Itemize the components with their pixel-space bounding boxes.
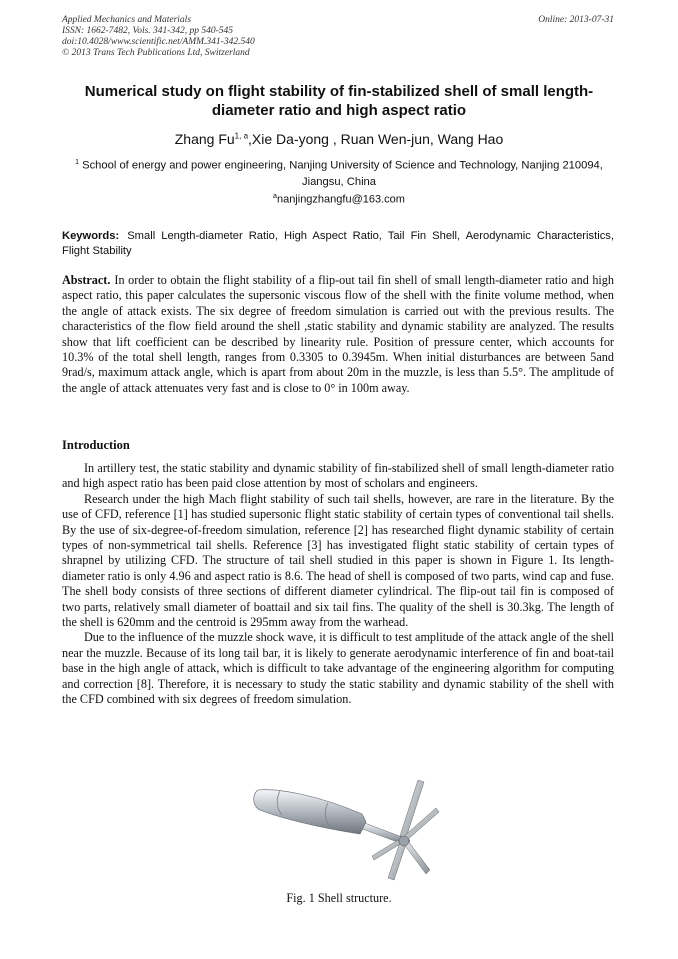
figure-caption: Fig. 1 Shell structure. bbox=[286, 891, 392, 905]
fin-lower-2 bbox=[404, 841, 430, 874]
affiliation-text: School of energy and power engineering, Nanjing University of Science and Technology, Nanjing 210094, Jiangsu, China bbox=[79, 159, 603, 188]
intro-paragraph-3: Due to the influence of the muzzle shock wave, it is difficult to test amplitude of the attack angle of the shell near the muzzle. Because of its long tail bar, it is likely to generate aerodynamic interference of fin and boat-tail base in the high angle of attack, which is difficult to take advantage of the engineering algorithm for computing and correction [8]. Therefore, it is necessary to study the static stability and dynamic stability of the shell with the CFD combined with six degrees of freedom simulation. bbox=[62, 630, 614, 707]
introduction-heading: Introduction bbox=[62, 438, 130, 452]
introduction-body bbox=[62, 461, 614, 708]
abstract-text: In order to obtain the flight stability of a flip-out tail fin shell of small length-diameter ratio and high aspect ratio, this paper calculates the supersonic viscous flow of the shell with the finite volume method, when the angle of attack exists. The six degree of freedom simulation is carried out with the previous results. The characteristics of the flow field around the shell ,static stability and dynamic stability are analyzed. The results show that lift coefficient can be described by linearity rule. Position of pressure center, which accounts for 10.3% of the total shell length, ranges from 0.3305 to 0.3945m. When initial disturbances are between 5and 9rad/s, maximum attack angle, which is apart from about 20m in the muzzle, is less than 5.5°. The amplitude of the angle of attack attenuates very fast and is close to 0° in 100m away. bbox=[62, 273, 614, 395]
abstract-block bbox=[62, 273, 614, 396]
shell-figure bbox=[250, 770, 440, 882]
copyright-line: © 2013 Trans Tech Publications Ltd, Switzerland bbox=[62, 48, 250, 58]
keywords-block bbox=[62, 229, 614, 259]
author-list bbox=[62, 131, 616, 147]
affiliation-sup: 1 bbox=[75, 159, 80, 166]
issn-line: ISSN: 1662-7482, Vols. 341-342, pp 540-545 bbox=[62, 26, 233, 36]
keywords-text: Small Length-diameter Ratio, High Aspect Ratio, Tail Fin Shell, Aerodynamic Characteristics, Flight Stability bbox=[62, 230, 614, 257]
keywords-label: Keywords: bbox=[62, 230, 120, 242]
author-email bbox=[62, 193, 616, 206]
other-authors: ,Xie Da-yong , Ruan Wen-jun, Wang Hao bbox=[248, 131, 504, 147]
affiliation bbox=[62, 155, 616, 190]
email-sup: a bbox=[273, 193, 277, 200]
paper-title: Numerical study on flight stability of fin-stabilized shell of small length-diameter ratio and high aspect ratio bbox=[84, 83, 594, 119]
shell-body bbox=[254, 790, 366, 834]
email-text: nanjingzhangfu@163.com bbox=[276, 193, 405, 206]
abstract-label: Abstract. bbox=[62, 273, 111, 287]
first-author-sup: 1, a bbox=[234, 131, 249, 141]
publication-meta bbox=[62, 15, 255, 59]
intro-paragraph-2: Research under the high Mach flight stability of such tail shells, however, are rare in the literature. By the use of CFD, reference [1] has studied supersonic flight static stability of certain types of conventional tail shells. By the use of six-degree-of-freedom simulation, reference [2] has researched flight dynamic stability of certain types of non-symmetrical tail shells. Reference [3] has investigated flight static stability of certain types of shrapnel by utilizing CFD. The structure of tail shell studied in this paper is shown in Figure 1. Its length-diameter ratio is only 4.96 and aspect ratio is 8.6. The head of shell is composed of two parts, wind cap and fuse. The shell body consists of three sections of different diameter cylindrical. The flip-out tail fin is composed of two parts, relatively small diameter of boattail and six tail fins. The quality of the shell is 30.3kg. The length of the shell is 620mm and the centroid is 295mm away from the warhead. bbox=[62, 491, 614, 630]
doi-line: doi:10.4028/www.scientific.net/AMM.341-342.540 bbox=[62, 37, 255, 47]
intro-paragraph-1: In artillery test, the static stability and dynamic stability of fin-stabilized shell of small length-diameter ratio and high aspect ratio has been paid close attention by most of scholars and engineers. bbox=[62, 461, 614, 491]
first-author: Zhang Fu bbox=[174, 131, 235, 147]
journal-name: Applied Mechanics and Materials bbox=[62, 15, 192, 25]
online-date: Online: 2013-07-31 bbox=[538, 15, 614, 25]
